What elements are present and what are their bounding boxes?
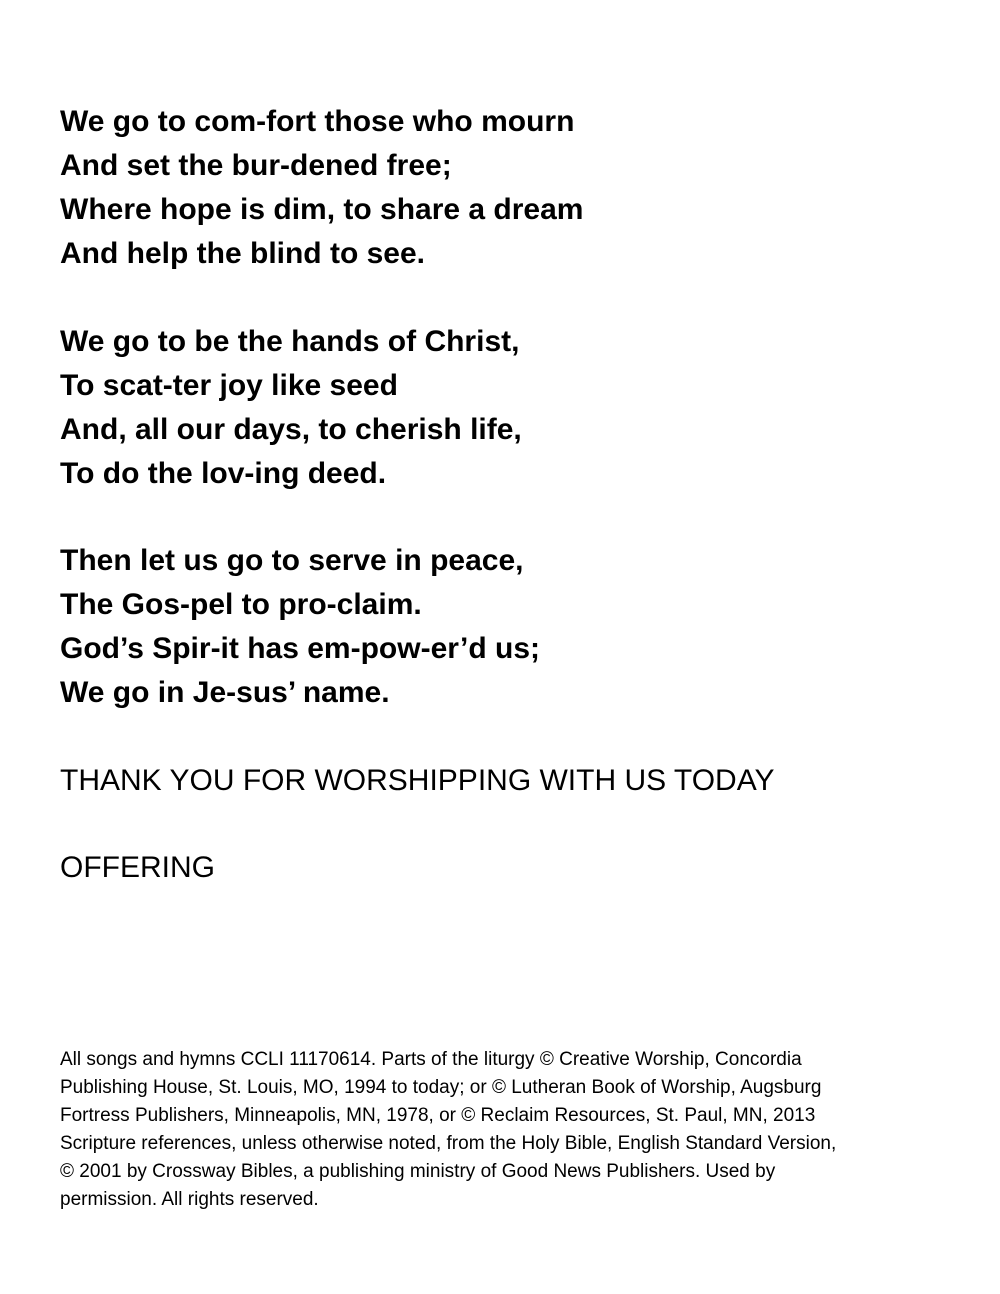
hymn-line: We go to be the hands of Christ,: [60, 325, 520, 358]
copyright-line: Publishing House, St. Louis, MO, 1994 to today; or © Lutheran Book of Worship, Augsburg: [60, 1077, 822, 1098]
hymn-line: We go to com-fort those who mourn: [60, 105, 575, 138]
hymn-line: To do the lov-ing deed.: [60, 457, 387, 490]
hymn-line: And help the blind to see.: [60, 237, 426, 270]
copyright-notice: [60, 1046, 940, 1214]
copyright-line: All songs and hymns CCLI 11170614. Parts of the liturgy © Creative Worship, Concordia: [60, 1049, 802, 1070]
hymn-stanza-2: [60, 320, 522, 496]
hymn-line: And set the bur-dened free;: [60, 149, 452, 182]
copyright-line: Scripture references, unless otherwise noted, from the Holy Bible, English Standard Version,: [60, 1133, 837, 1154]
copyright-line: © 2001 by Crossway Bibles, a publishing ministry of Good News Publishers. Used by: [60, 1161, 776, 1182]
hymn-stanza-3: [60, 539, 540, 715]
hymn-line: The Gos-pel to pro-claim.: [60, 588, 422, 621]
copyright-line: Fortress Publishers, Minneapolis, MN, 1978, or © Reclaim Resources, St. Paul, MN, 2013: [60, 1105, 816, 1126]
hymn-line: To scat-ter joy like seed: [60, 369, 398, 402]
hymn-line: We go in Je-sus’ name.: [60, 676, 390, 709]
hymn-line: God’s Spir-it has em-pow-er’d us;: [60, 632, 541, 665]
thank-you-heading: THANK YOU FOR WORSHIPPING WITH US TODAY: [60, 764, 775, 797]
offering-heading: OFFERING: [60, 851, 215, 884]
hymn-line: Then let us go to serve in peace,: [60, 544, 524, 577]
hymn-line: And, all our days, to cherish life,: [60, 413, 522, 446]
hymn-line: Where hope is dim, to share a dream: [60, 193, 584, 226]
hymn-stanza-1: [60, 100, 583, 276]
copyright-line: permission. All rights reserved.: [60, 1189, 319, 1210]
